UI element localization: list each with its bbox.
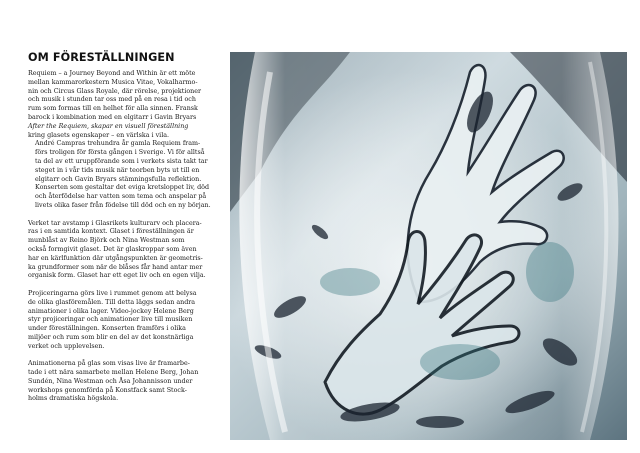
text-line: verket och upplevelsen. [28, 342, 105, 350]
text-line: förs troligen för första gången i Sverige. Vi för alltså [35, 149, 205, 157]
text-line: ka grundformer som när de blåses får hand antar mer [28, 263, 203, 271]
text-line: tade i ett nära samarbete mellan Helene Berg, Johan [28, 369, 199, 377]
text-line: under föreställningen. Konserten framförs i olika [28, 325, 186, 333]
text-line: miljöer och rum som blir en del av det konstnärliga [28, 333, 194, 341]
text-line: steget in i vår tids musik när teorben byts ut till en [35, 166, 200, 174]
article-heading: OM FÖRESTÄLLNINGEN [28, 51, 175, 64]
text-line: rum som formas till en helhet för alla sinnen. Fransk [28, 105, 198, 113]
text-line: Konserten som gestaltar det eviga kretsloppet liv, död [35, 184, 210, 192]
text-line: barock i kombination med en elgitarr i Gavin Bryars [28, 113, 197, 121]
text-line: munblåst av Reino Björk och Nina Westman som [28, 237, 185, 245]
text-line: Verket tar avstamp i Glasrikets kulturarv och placera- [28, 219, 202, 227]
text-line: workshops genomförda på Konstfack samt Stock- [28, 386, 187, 394]
paragraph-glass [28, 220, 223, 282]
text-line: mellan kammarorkestern Musica Vitae, Vokalharmo- [28, 78, 198, 86]
hands-on-glass-image [230, 52, 627, 440]
text-line: och musik i stunden tar oss med på en resa i tid och [28, 96, 196, 104]
text-line: ras i en samtida kontext. Glaset i föreställningen är [28, 228, 194, 236]
article-column [28, 51, 223, 404]
text-line: ta del av ett uruppförande som i verkets sista takt tar [35, 157, 208, 165]
text-line-italic: After the Requiem, skapar en visuell föreställning [28, 122, 189, 130]
paragraph-projections [28, 290, 223, 352]
text-line: Requiem – a Journey Beyond and Within är ett möte [28, 70, 196, 77]
hands-on-glass-photo [230, 52, 627, 440]
text-line: animationer i olika lager. Video-jockey Helene Berg [28, 307, 194, 315]
text-line: också formgivit glaset. Det är glaskroppar som även [28, 245, 197, 253]
text-line: holms dramatiska högskola. [28, 395, 119, 403]
text-line: André Campras trehundra år gamla Requiem fram- [35, 140, 201, 148]
text-line: nin och Circus Glass Royale, där rörelse, projektioner [28, 87, 202, 95]
text-line: de olika glasföremålen. Till detta läggs sedan andra [28, 298, 196, 306]
text-line: elgitarr och Gavin Bryars stämningsfulla reflektion. [35, 175, 202, 183]
text-line: Sundén, Nina Westman och Åsa Johannisson under [28, 377, 193, 385]
paragraph-campra [28, 140, 223, 210]
text-line: kring glasets egenskaper – en värlska i vila. [28, 131, 170, 139]
text-line: har en kärlfunktion där utgångspunkten är geometris- [28, 254, 203, 262]
paragraph-intro [28, 70, 223, 140]
text-line: organisk form. Glaset har ett eget liv och en egen vilja. [28, 272, 206, 280]
text-line: Projiceringarna görs live i rummet genom att belysa [28, 289, 197, 297]
text-line: och återfödelse har vatten som tema och anspelar på [35, 193, 207, 201]
text-line: Animationerna på glas som visas live är framarbe- [28, 360, 190, 368]
paragraph-animations [28, 360, 223, 404]
text-line: styr projiceringar och animationer live till musiken [28, 316, 193, 324]
text-line: livets olika faser från födelse till död och en ny början. [35, 201, 211, 209]
